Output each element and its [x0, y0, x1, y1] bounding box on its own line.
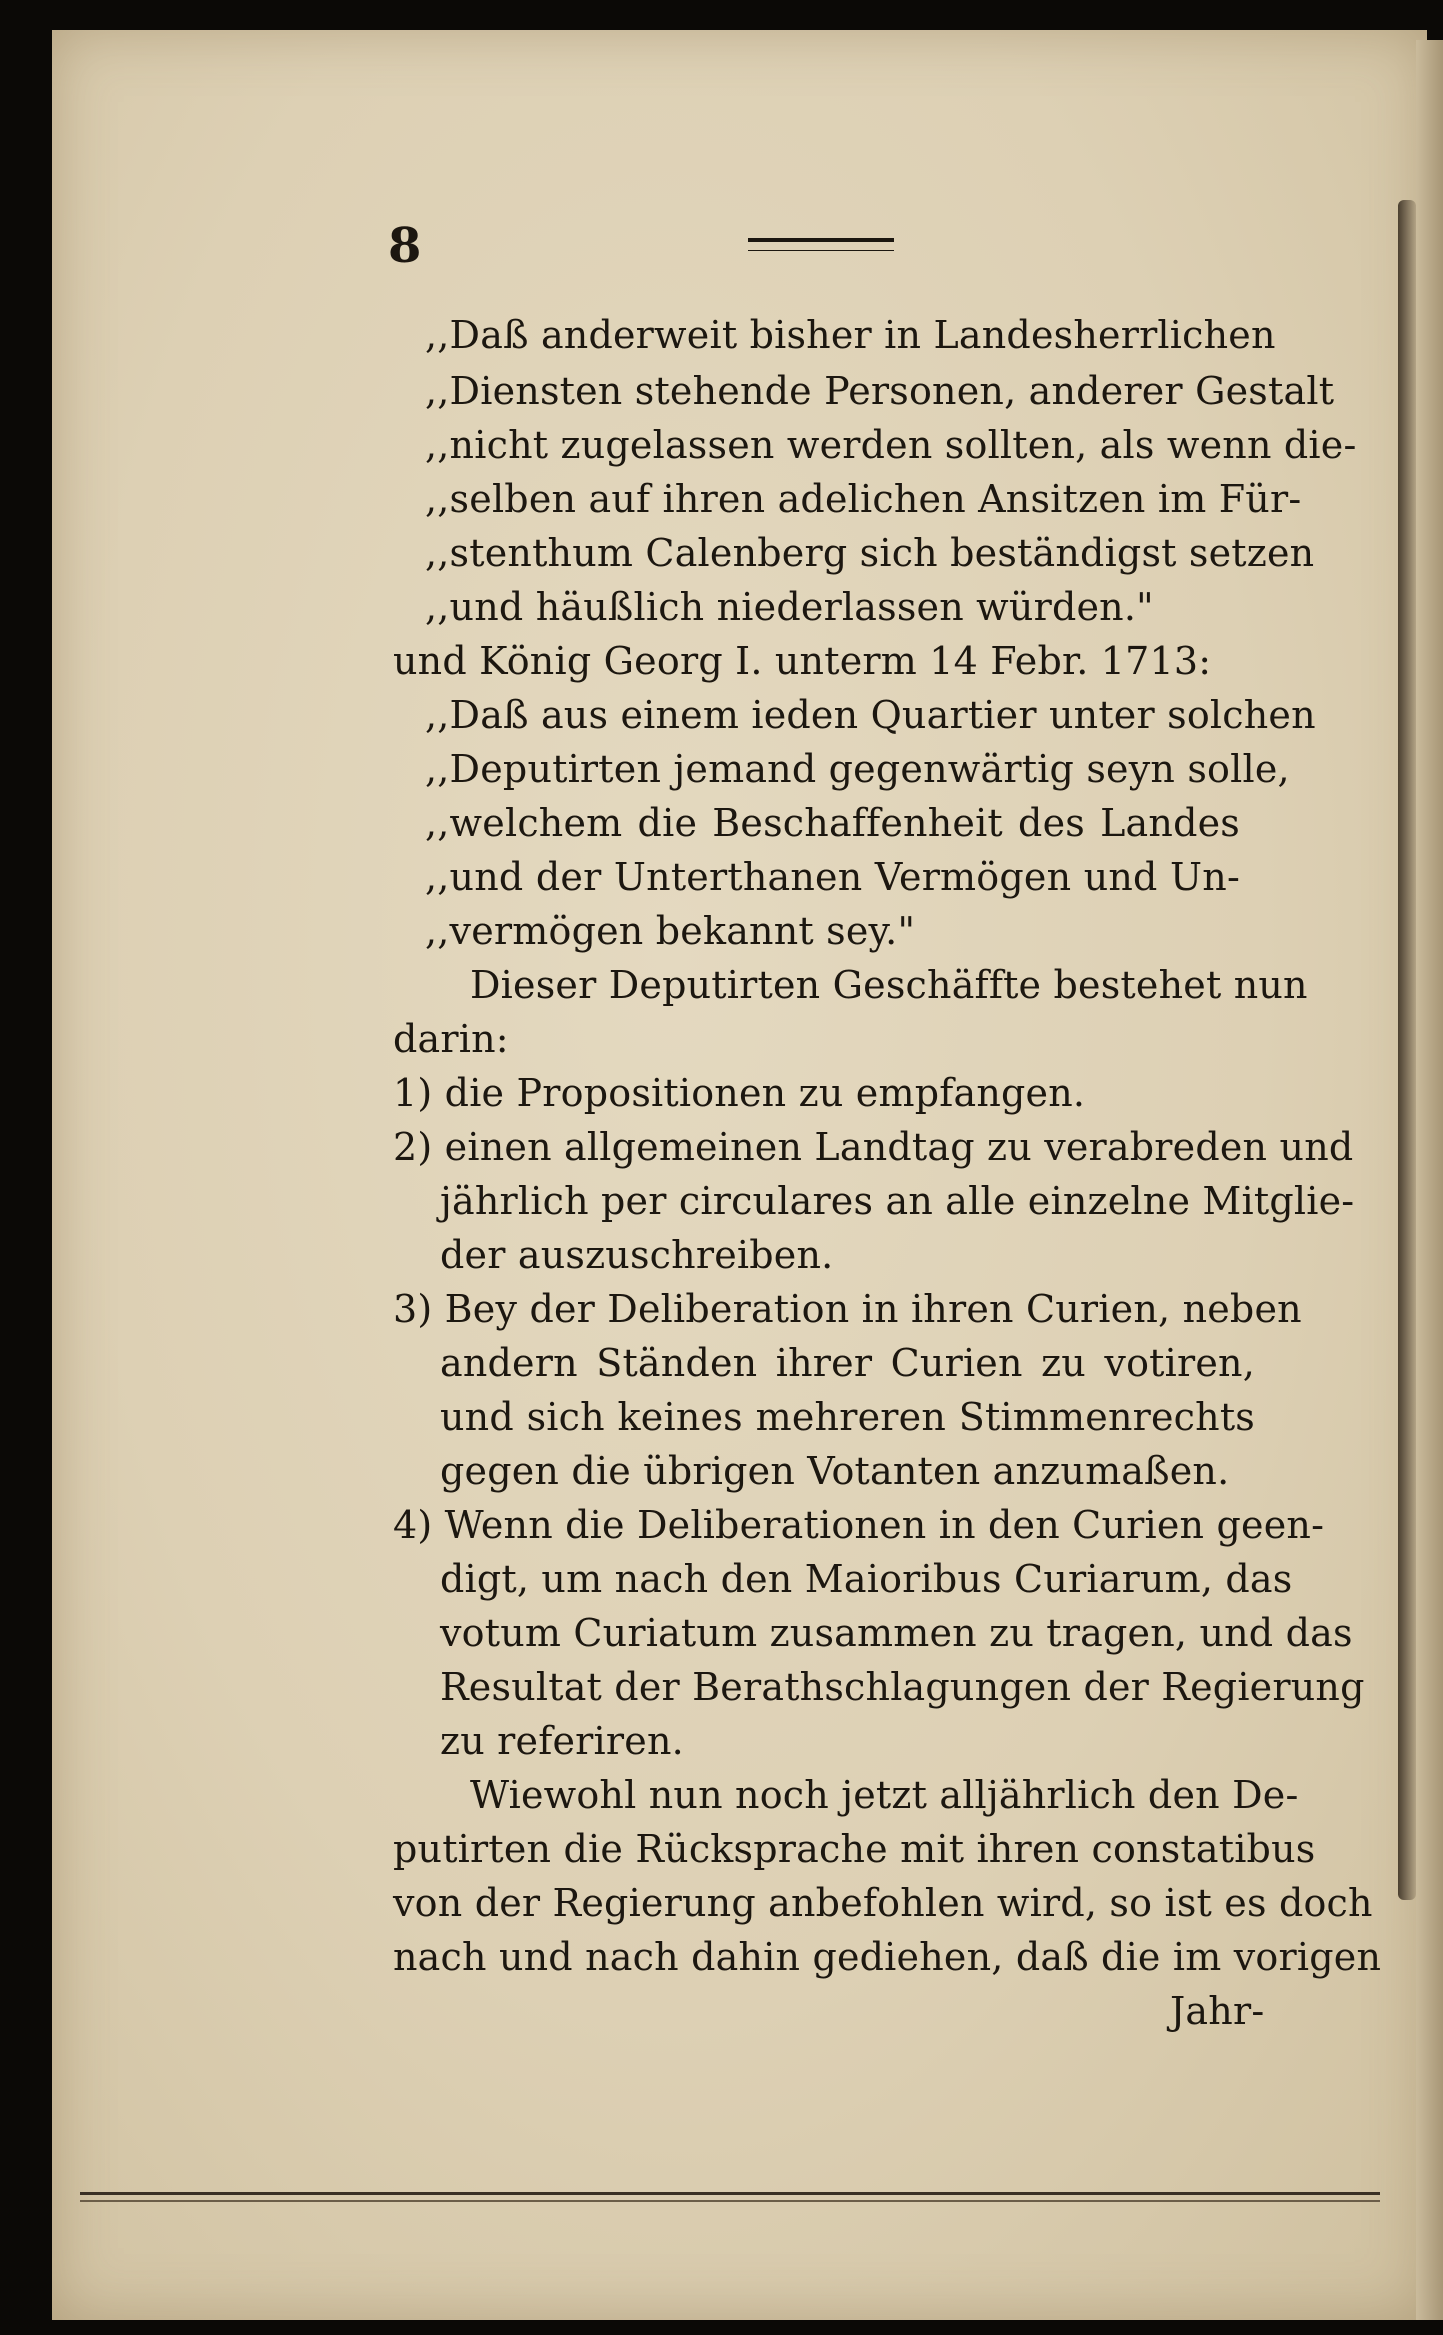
text-line: ,,stenthum Calenberg sich beständigst setzen	[425, 531, 1315, 575]
page-number: 8	[388, 218, 422, 274]
text-line: ,,Deputirten jemand gegenwärtig seyn solle,	[425, 747, 1290, 791]
text-line: jährlich per circulares an alle einzelne Mitglie-	[440, 1179, 1355, 1223]
text-line: zu referiren.	[440, 1719, 684, 1763]
text-line: von der Regierung anbefohlen wird, so ist es doch	[393, 1881, 1373, 1925]
text-line: und sich keines mehreren Stimmenrechts	[440, 1395, 1255, 1439]
text-line: ,,vermögen bekannt sey."	[425, 909, 916, 953]
text-line: und König Georg I. unterm 14 Febr. 1713:	[393, 639, 1212, 683]
text-line: ,,Daß anderweit bisher in Landesherrlichen	[425, 313, 1276, 357]
text-line: nach und nach dahin gediehen, daß die im vorigen	[393, 1935, 1382, 1979]
text-line: andern Ständen ihrer Curien zu votiren,	[440, 1341, 1255, 1385]
header-rule-thin	[748, 250, 894, 251]
list-item: 3) Bey der Deliberation in ihren Curien, neben	[393, 1287, 1302, 1331]
text-line: ,,und der Unterthanen Vermögen und Un-	[425, 855, 1240, 899]
text-line: ,,welchem die Beschaffenheit des Landes	[425, 801, 1240, 845]
text-line: votum Curiatum zusammen zu tragen, und das	[440, 1611, 1353, 1655]
text-line: Resultat der Berathschlagungen der Regierung	[440, 1665, 1365, 1709]
text-line: ,,Diensten stehende Personen, anderer Gestalt	[425, 369, 1335, 413]
text-line: Wiewohl nun noch jetzt alljährlich den De-	[470, 1773, 1299, 1817]
text-line: Dieser Deputirten Geschäffte bestehet nun	[470, 963, 1308, 1007]
list-item: 2) einen allgemeinen Landtag zu verabreden und	[393, 1125, 1354, 1169]
catchword: Jahr-	[1170, 1989, 1265, 2033]
list-item: 1) die Propositionen zu empfangen.	[393, 1071, 1086, 1115]
text-line: digt, um nach den Maioribus Curiarum, das	[440, 1557, 1293, 1601]
text-line: ,,nicht zugelassen werden sollten, als wenn die-	[425, 423, 1357, 467]
text-line: der auszuschreiben.	[440, 1233, 834, 1277]
text-line: putirten die Rücksprache mit ihren constatibus	[393, 1827, 1316, 1871]
list-item: 4) Wenn die Deliberationen in den Curien geen-	[393, 1503, 1325, 1547]
text-line: ,,und häußlich niederlassen würden."	[425, 585, 1154, 629]
text-line: ,,Daß aus einem ieden Quartier unter solchen	[425, 693, 1316, 737]
text-line: ,,selben auf ihren adelichen Ansitzen im Für-	[425, 477, 1302, 521]
text-line: gegen die übrigen Votanten anzumaßen.	[440, 1449, 1230, 1493]
text-line: darin:	[393, 1017, 509, 1061]
header-rule	[748, 238, 894, 242]
